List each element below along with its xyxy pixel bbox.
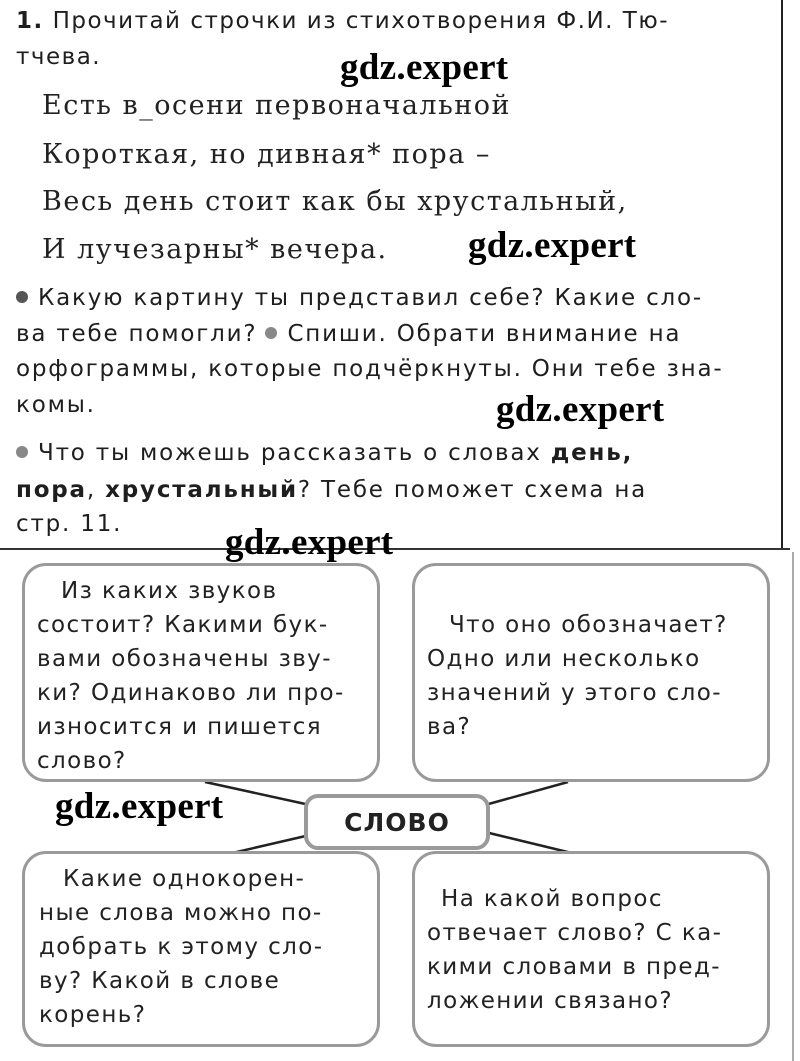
box-line: вами обозначены зву- [37, 646, 332, 672]
box-line: ва? [427, 714, 472, 740]
scheme-box-question-text [427, 882, 757, 1018]
question-2-text-2: ? Тебе поможет схема на [297, 477, 648, 503]
question-2-bold-hrustalny: хрустальный [105, 477, 298, 503]
scheme-box-sounds-text [37, 574, 367, 778]
question-2-text-1: Что ты можешь рассказать о словах [38, 440, 542, 466]
question-1-line-3: орфограммы, которые подчёркнуты. Они тебе зна- [16, 356, 724, 382]
box-line: значений у этого сло- [427, 680, 722, 706]
box-line: слово? [37, 748, 127, 774]
box-line: ву? Какой в слове [39, 968, 281, 994]
scheme-center-word: СЛОВО [304, 794, 490, 850]
poem-line-2: Короткая, но дивная* пора – [42, 139, 491, 170]
task-line-2: тчева. [16, 44, 102, 70]
scheme-box-question [412, 851, 770, 1047]
scheme-box-sounds [22, 563, 380, 782]
watermark: gdz.expert [55, 786, 224, 827]
scheme-box-roots [22, 851, 380, 1047]
box-line: Из каких звуков [61, 578, 278, 604]
watermark: gdz.expert [468, 225, 637, 266]
question-2-bold-pora: пора [16, 477, 87, 503]
question-1-text-2: ва тебе помогли? [16, 321, 258, 347]
question-2-bold-den: день, [550, 440, 634, 466]
box-line: добрать к этому сло- [39, 934, 324, 960]
poem-line-3: Весь день стоит как бы хрустальный, [42, 186, 628, 217]
box-line: износится и пишется [37, 714, 322, 740]
box-line: Что оно обозначает? [449, 612, 728, 638]
scheme-box-meaning [412, 563, 770, 782]
question-1-text-2b: Спиши. Обрати внимание на [287, 321, 682, 347]
box-line: кими словами в пред- [427, 954, 721, 980]
question-2-line-2: пора, хрустальный? Тебе поможет схема на [16, 477, 648, 503]
poem-line-4: И лучезарны* вечера. [42, 234, 388, 265]
box-line: ки? Одинаково ли про- [37, 680, 345, 706]
box-line: На какой вопрос [441, 886, 663, 912]
box-line: Какие однокорен- [63, 866, 306, 892]
box-line: ные слова можно по- [39, 900, 323, 926]
question-2-line-3: стр. 11. [16, 511, 123, 537]
task-text-1: Прочитай строчки из стихотворения Ф.И. Тю- [52, 8, 669, 34]
task-number: 1. [16, 8, 44, 34]
watermark: gdz.expert [340, 47, 509, 88]
scheme-box-meaning-text [427, 608, 757, 744]
box-line: ложении связано? [427, 988, 673, 1014]
question-1-text-1: Какую картину ты представил себе? Какие сло- [38, 285, 703, 311]
poem-line-1: Есть в_осени первоначальной [42, 90, 512, 121]
watermark: gdz.expert [496, 389, 665, 430]
box-line: состоит? Какими бук- [37, 612, 329, 638]
question-1-line-4: комы. [16, 392, 96, 418]
scheme-box-roots-text [39, 862, 369, 1032]
box-line: корень? [39, 1002, 147, 1028]
box-line: отвечает слово? С ка- [427, 920, 723, 946]
watermark: gdz.expert [225, 522, 394, 563]
box-line: Одно или несколько [427, 646, 701, 672]
